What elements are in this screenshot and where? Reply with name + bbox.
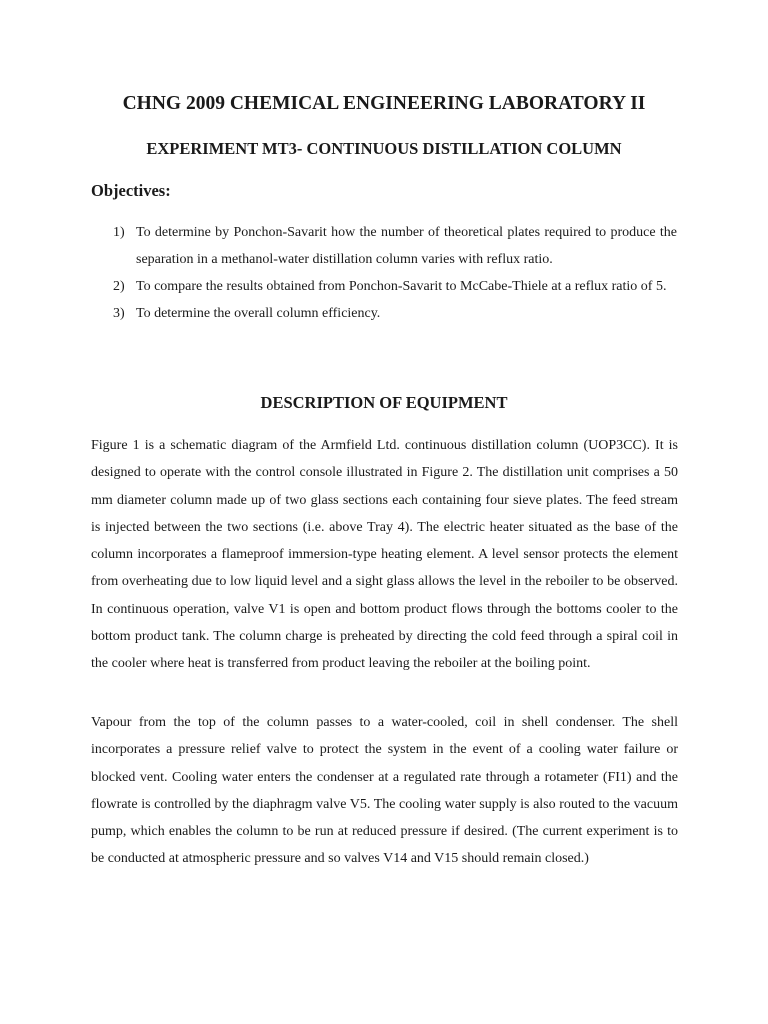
- objective-item: [0, 273, 768, 300]
- objective-text: To compare the results obtained from Ponchon-Savarit to McCabe-Thiele at a reflux ratio of 5.: [136, 279, 667, 294]
- objective-number: 1): [113, 225, 125, 240]
- objective-text: To determine the overall column efficiency.: [136, 306, 381, 321]
- objectives-list: [0, 219, 768, 327]
- body-paragraph: Figure 1 is a schematic diagram of the Armfield Ltd. continuous distillation column (UOP3CC). It is designed to operate with the control console illustrated in Figure 2. The distillation unit comprises a 50 mm diameter column made up of two glass sections each containing four sieve plates. The feed stream is injected between the two sections (i.e. above Tray 4). The electric heater situated as the base of the column incorporates a flameproof immersion-type heating element. A level sensor protects the element from overheating due to low liquid level and a sight glass allows the level in the reboiler to be observed. In continuous operation, valve V1 is open and bottom product flows through the bottoms cooler to the bottom product tank. The column charge is preheated by directing the cold feed through a spiral coil in the cooler where heat is transferred from product leaving the reboiler at the boiling point.: [91, 438, 678, 672]
- objective-text: To determine by Ponchon-Savarit how the number of theoretical plates required to produce the separation in a methanol-water distillation column varies with reflux ratio.: [136, 225, 677, 267]
- equipment-heading: DESCRIPTION OF EQUIPMENT: [260, 393, 508, 412]
- objective-item: [0, 300, 768, 327]
- objectives-heading: Objectives:: [91, 181, 171, 200]
- document-title: CHNG 2009 CHEMICAL ENGINEERING LABORATORY II: [122, 93, 646, 114]
- objective-number: 3): [113, 306, 125, 321]
- body-paragraph: Vapour from the top of the column passes to a water-cooled, coil in shell condenser. The shell incorporates a pressure relief valve to protect the system in the event of a cooling water failure or blocked vent. Cooling water enters the condenser at a regulated rate through a rotameter (FI1) and the flowrate is controlled by the diaphragm valve V5. The cooling water supply is also routed to the vacuum pump, which enables the column to be run at reduced pressure if desired. (The current experiment is to be conducted at atmospheric pressure and so valves V14 and V15 should remain closed.): [91, 715, 678, 867]
- objective-item: [0, 219, 768, 273]
- experiment-title: EXPERIMENT MT3- CONTINUOUS DISTILLATION COLUMN: [146, 139, 622, 158]
- objective-number: 2): [113, 279, 125, 294]
